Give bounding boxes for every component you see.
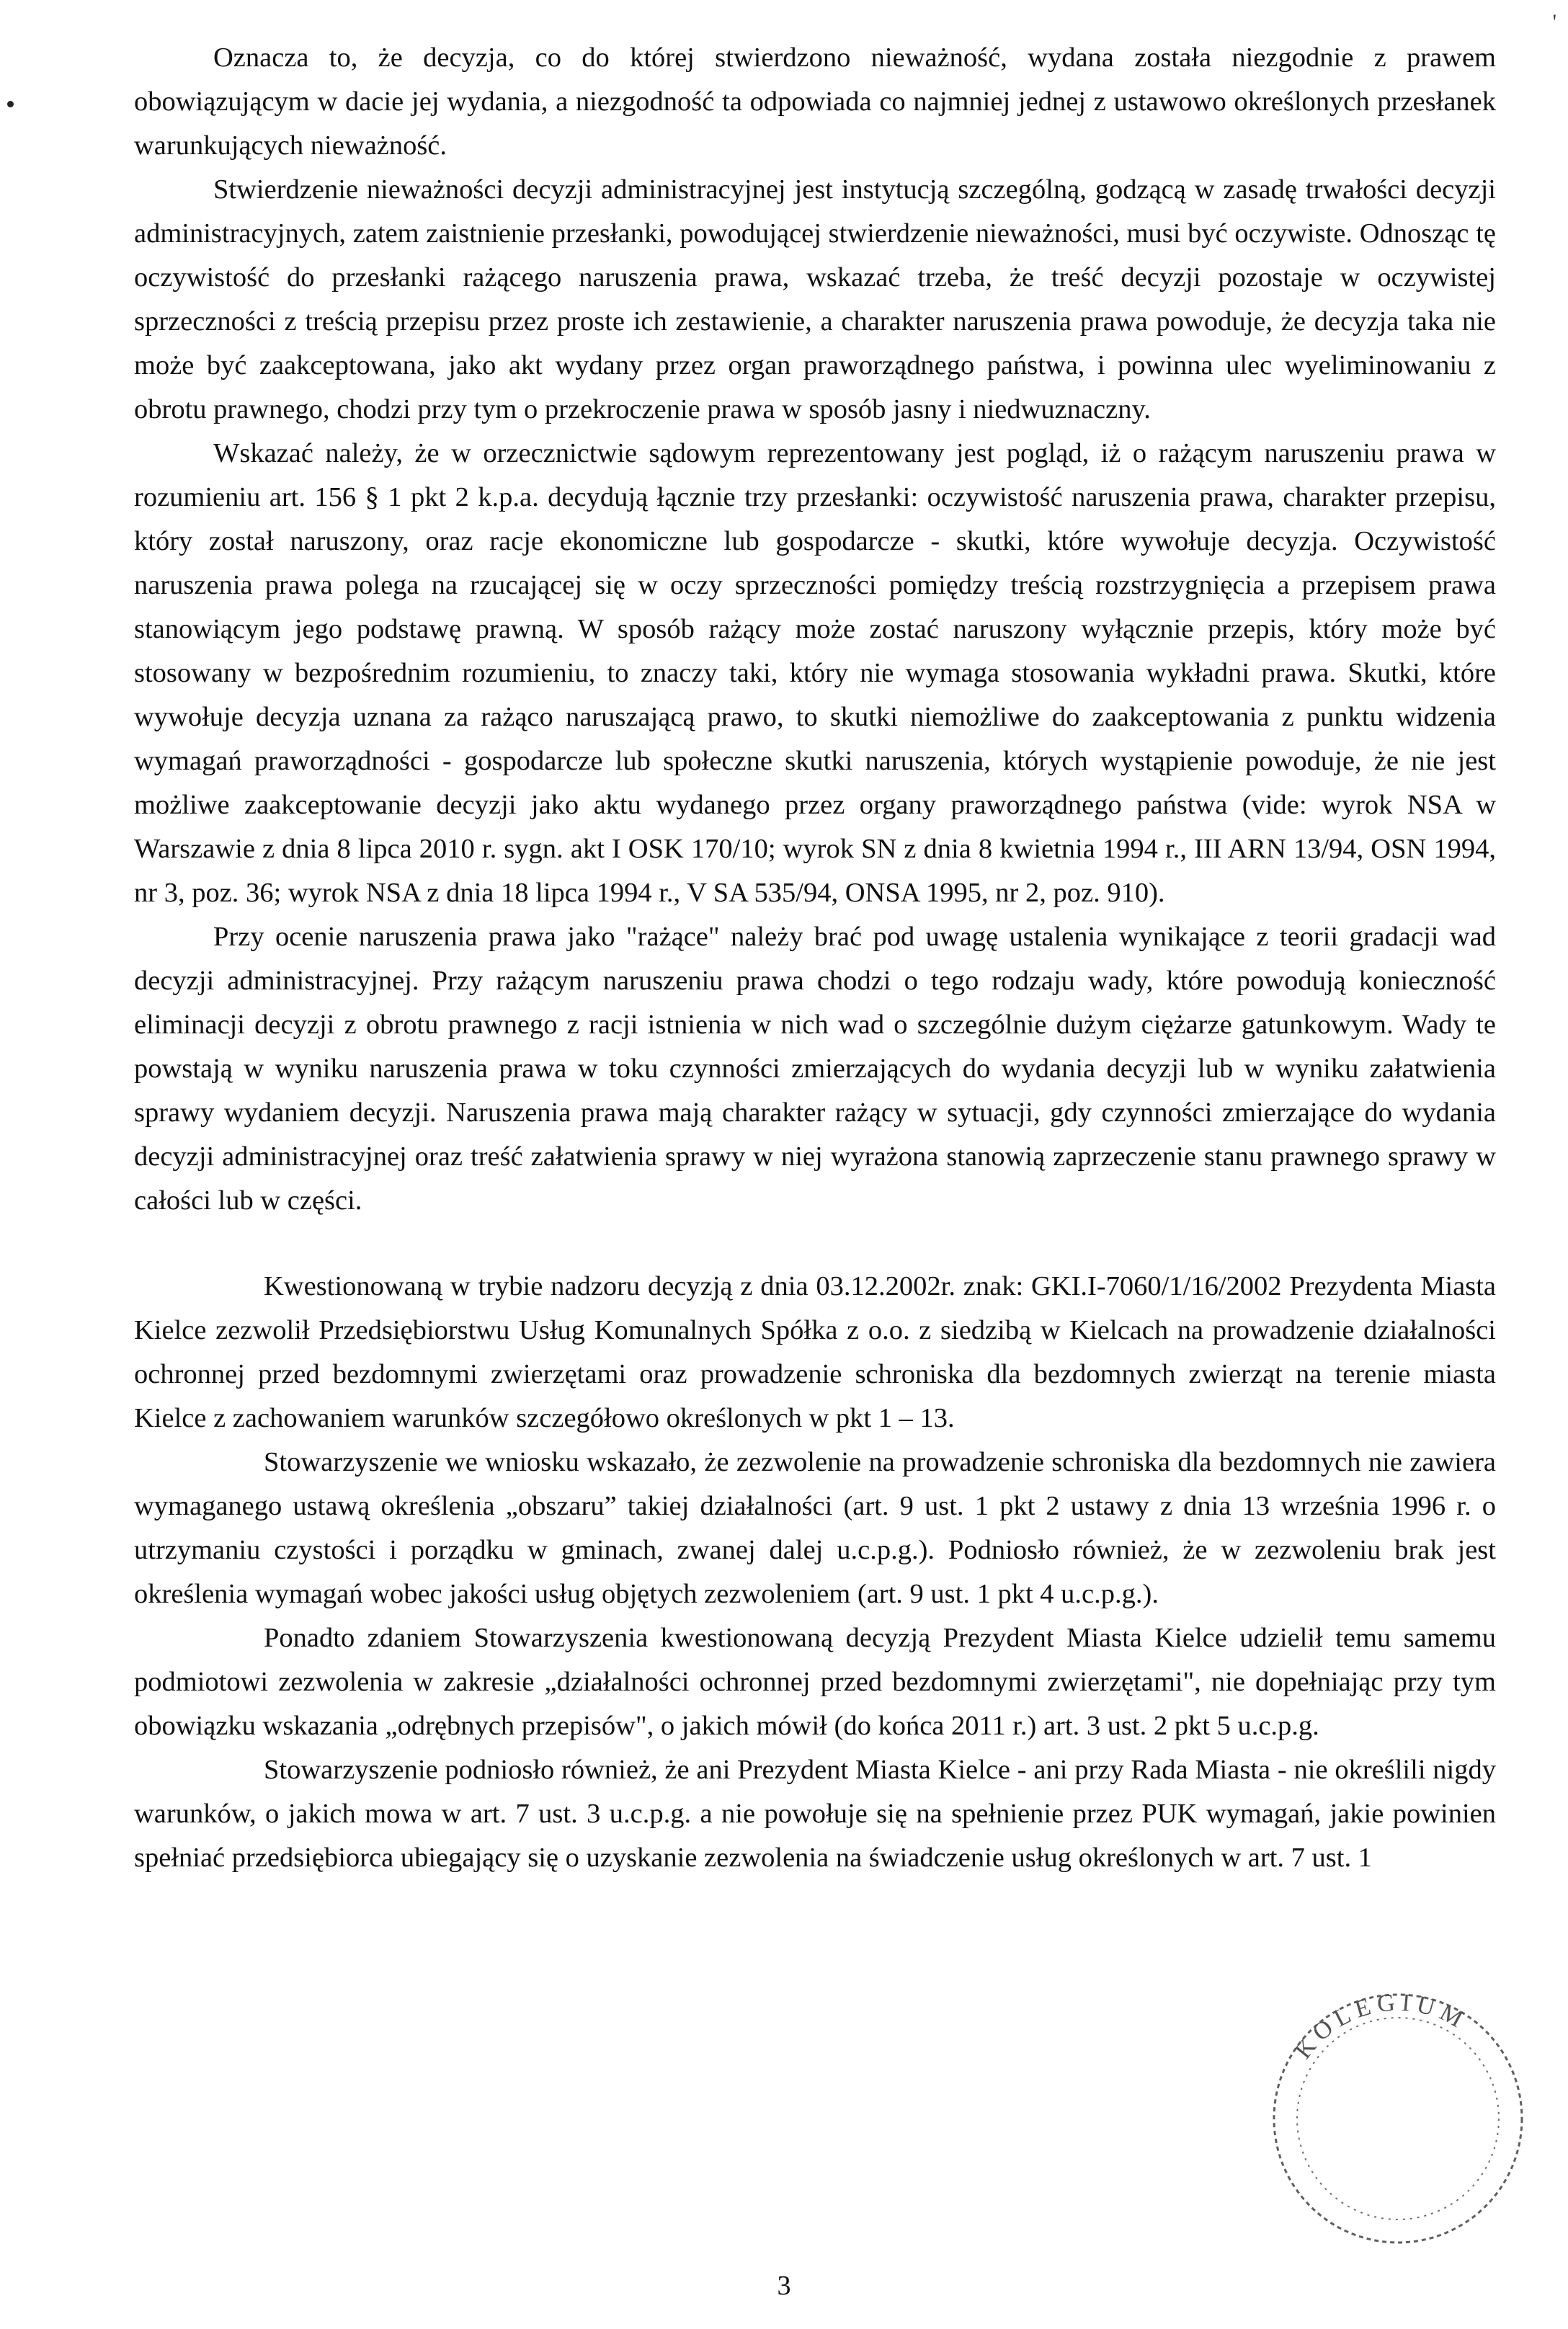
official-stamp xyxy=(1239,1967,1556,2255)
paragraph-2: Stwierdzenie nieważności decyzji administracyjnej jest instytucją szczególną, godzącą w zasadę trwałości decyzji administracyjnych, zatem zaistnienie przesłanki, powodującej stwierdzenie nieważności, musi być oczywiste. Odnosząc tę oczywistość do przesłanki rażącego naruszenia prawa, wskazać trzeba, że treść decyzji pozostaje w oczywistej sprzeczności z treścią przepisu przez proste ich zestawienie, a charakter naruszenia prawa powoduje, że decyzja taka nie może być zaakceptowana, jako akt wydany przez organ praworządnego państwa, i powinna ulec wyeliminowaniu z obrotu prawnego, chodzi przy tym o przekroczenie prawa w sposób jasny i niedwuznaczny. xyxy=(134,174,1496,424)
margin-dot xyxy=(7,101,14,107)
stamp-text: KOLEGIUM xyxy=(1289,1989,1473,2065)
paragraph-6: Stowarzyszenie we wniosku wskazało, że zezwolenie na prowadzenie schroniska dla bezdomnych nie zawiera wymaganego ustawą określenia „obszaru” takiej działalności (art. 9 ust. 1 pkt 2 ustawy z dnia 13 września 1996 r. o utrzymaniu czystości i porządku w gminach, zwanej dalej u.c.p.g.). Podniosło również, że w zezwoleniu brak jest określenia wymagań wobec jakości usług objętych zezwoleniem (art. 9 ust. 1 pkt 4 u.c.p.g.). xyxy=(134,1447,1496,1609)
paragraph-8: Stowarzyszenie podniosło również, że ani Prezydent Miasta Kielce - ani przy Rada Miasta - nie określili nigdy warunków, o jakich mowa w art. 7 ust. 3 u.c.p.g. a nie powołuje się na spełnienie przez PUK wymagań, jakie powinien spełniać przedsiębiorca ubiegający się o uzyskanie zezwolenia na świadczenie usług określonych w art. 7 ust. 1 xyxy=(134,1755,1496,1873)
paragraph-3: Wskazać należy, że w orzecznictwie sądowym reprezentowany jest pogląd, iż o rażącym naruszeniu prawa w rozumieniu art. 156 § 1 pkt 2 k.p.a. decydują łącznie trzy przesłanki: oczywistość naruszenia prawa, charakter przepisu, który został naruszony, oraz racje ekonomiczne lub gospodarcze - skutki, które wywołuje decyzja. Oczywistość naruszenia prawa polega na rzucającej się w oczy sprzeczności pomiędzy treścią rozstrzygnięcia a przepisem prawa stanowiącym jego podstawę prawną. W sposób rażący może zostać naruszony wyłącznie przepis, który może być stosowany w bezpośrednim rozumieniu, to znaczy taki, który nie wymaga stosowania wykładni prawa. Skutki, które wywołuje decyzja uznana za rażąco naruszającą prawo, to skutki niemożliwe do zaakceptowania z punktu widzenia wymagań praworządności - gospodarcze lub społeczne skutki naruszenia, których wystąpienie powoduje, że nie jest możliwe zaakceptowanie decyzji jako aktu wydanego przez organy praworządnego państwa (vide: wyrok NSA w Warszawie z dnia 8 lipca 2010 r. sygn. akt I OSK 170/10; wyrok SN z dnia 8 kwietnia 1994 r., III ARN 13/94, OSN 1994, nr 3, poz. 36; wyrok NSA z dnia 18 lipca 1994 r., V SA 535/94, ONSA 1995, nr 2, poz. 910). xyxy=(134,438,1496,908)
paragraph-1: Oznacza to, że decyzja, co do której stwierdzono nieważność, wydana została niezgodnie z prawem obowiązującym w dacie jej wydania, a niezgodność ta odpowiada co najmniej jednej z ustawowo określonych przesłanek warunkujących nieważność. xyxy=(134,43,1496,161)
paragraph-5: Kwestionowaną w trybie nadzoru decyzją z dnia 03.12.2002r. znak: GKI.I-7060/1/16/2002 Prezydenta Miasta Kielce zezwolił Przedsiębiorstwu Usług Komunalnych Spółka z o.o. z siedzibą w Kielcach na prowadzenie działalności ochronnej przed bezdomnymi zwierzętami oraz prowadzenie schroniska dla bezdomnych zwierząt na terenie miasta Kielce z zachowaniem warunków szczegółowo określonych w pkt 1 – 13. xyxy=(134,1271,1496,1433)
paragraph-4: Przy ocenie naruszenia prawa jako "rażące" należy brać pod uwagę ustalenia wynikające z teorii gradacji wad decyzji administracyjnej. Przy rażącym naruszeniu prawa chodzi o tego rodzaju wady, które powodują konieczność eliminacji decyzji z obrotu prawnego z racji istnienia w nich wad o szczególnie dużym ciężarze gatunkowym. Wady te powstają w wyniku naruszenia prawa w toku czynności zmierzających do wydania decyzji lub w wyniku załatwienia sprawy wydaniem decyzji. Naruszenia prawa mają charakter rażący w sytuacji, gdy czynności zmierzające do wydania decyzji administracyjnej oraz treść załatwienia sprawy w niej wyrażona stanowią zaprzeczenie stanu prawnego sprawy w całości lub w części. xyxy=(134,922,1496,1216)
document-page xyxy=(134,36,1496,1880)
paragraph-7: Ponadto zdaniem Stowarzyszenia kwestionowaną decyzją Prezydent Miasta Kielce udzielił temu samemu podmiotowi zezwolenia w zakresie „działalności ochronnej przed bezdomnymi zwierzętami", nie dopełniając przy tym obowiązku wskazania „odrębnych przepisów", o jakich mówił (do końca 2011 r.) art. 3 ust. 2 pkt 5 u.c.p.g. xyxy=(134,1623,1496,1741)
page-number: 3 xyxy=(777,2271,791,2301)
corner-mark: ' xyxy=(1552,10,1556,34)
